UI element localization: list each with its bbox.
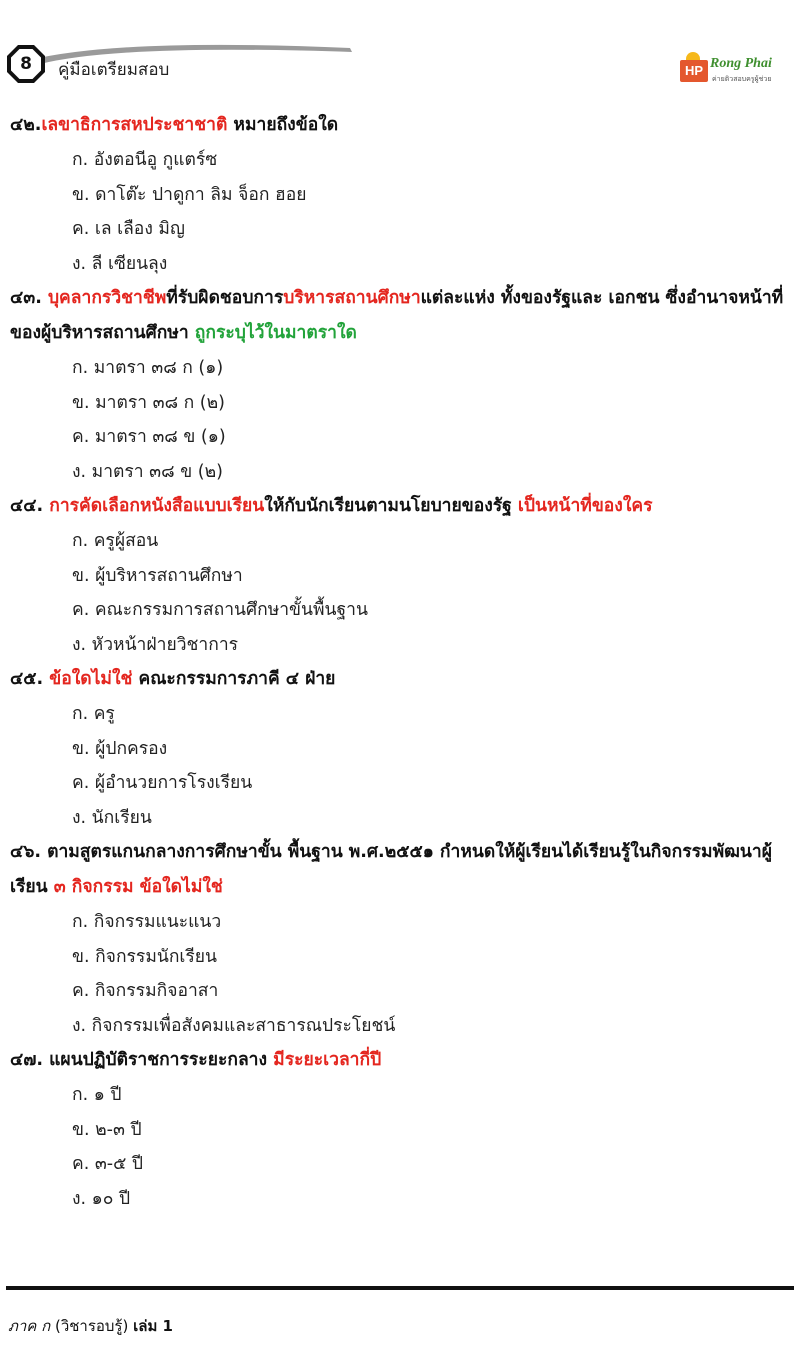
book-title: คู่มือเตรียมสอบ [58, 60, 170, 80]
footer-subject: (วิชารอบรู้) [50, 1317, 134, 1335]
answer-option: ข. ผู้ปกครอง [72, 738, 168, 759]
page-footer [8, 1314, 173, 1338]
logo-subtitle: ค่ายติวสอบครูผู้ช่วย [712, 75, 772, 83]
answer-option: ข. มาตรา ๓๘ ก (๒) [72, 392, 225, 413]
question-number: ๔๔. [10, 496, 44, 516]
answer-option: ข. กิจกรรมนักเรียน [72, 946, 218, 967]
answer-option: ก. มาตรา ๓๘ ก (๑) [72, 358, 224, 378]
question-text: แผนปฏิบัติราชการระยะกลาง [43, 1050, 274, 1070]
footer-divider [6, 1286, 794, 1290]
question-text: บริหารสถานศึกษา [283, 288, 421, 308]
answer-option: ค. ๓-๕ ปี [72, 1154, 144, 1174]
answer-option: ง. มาตรา ๓๘ ข (๒) [72, 461, 223, 482]
question-text: การคัดเลือกหนังสือแบบเรียน [43, 496, 265, 516]
question-list [0, 108, 800, 1216]
answer-option: ง. หัวหน้าฝ่ายวิชาการ [72, 634, 239, 655]
answer-option: ง. ลี เซียนลุง [72, 253, 168, 274]
question-item [10, 662, 790, 697]
question-text: เป็นหน้าที่ของใคร [517, 496, 653, 516]
answer-option: ง. นักเรียน [72, 807, 152, 828]
question-text: มีระยะเวลากี่ปี [273, 1050, 382, 1070]
question-text: เลขาธิการสหประชาชาติ [41, 115, 228, 135]
question-item [10, 108, 790, 143]
question-number: ๔๓. [10, 288, 42, 308]
footer-part: ภาค ก [8, 1317, 51, 1335]
question-text: ข้อใดไม่ใช่ [43, 669, 133, 689]
answer-option: ค. เล เลือง มิญ [72, 219, 185, 239]
answer-option: ค. กิจกรรมกิจอาสา [72, 981, 219, 1001]
answer-option: ค. คณะกรรมการสถานศึกษาขั้นพื้นฐาน [72, 600, 368, 620]
answer-option: ค. ผู้อำนวยการโรงเรียน [72, 773, 253, 793]
question-text: ที่รับผิดชอบการ [166, 288, 284, 308]
question-number: ๔๒. [10, 115, 42, 135]
page-number: 8 [20, 54, 32, 74]
logo-mark: HP [680, 60, 708, 82]
question-item [10, 835, 790, 905]
question-number: ๔๖. [10, 842, 42, 862]
question-number: ๔๕. [10, 669, 44, 689]
question-text: คณะกรรมการภาคี ๔ ฝ่าย [132, 669, 336, 689]
answer-option: ง. ๑๐ ปี [72, 1188, 131, 1209]
question-text: ตามสูตรแกนกลางการศึกษาขั้น พื้นฐาน พ.ศ.๒๕๕๑ กำหนดให้ผู้เรียนได้เรียนรู้ในกิจกรรมพัฒนาผู้เรียน [10, 842, 772, 897]
question-item [10, 281, 790, 351]
logo-name: Rong Phai [710, 56, 772, 71]
answer-option: ก. ครูผู้สอน [72, 531, 159, 551]
answer-option: ก. อังตอนีอู กูแตร์ซ [72, 150, 218, 170]
question-item [10, 1043, 790, 1078]
answer-option: ง. กิจกรรมเพื่อสังคมและสาธารณประโยชน์ [72, 1015, 396, 1036]
publisher-logo [680, 52, 794, 86]
question-text: หมายถึงข้อใด [227, 115, 339, 135]
answer-option: ก. ๑ ปี [72, 1085, 122, 1105]
answer-option: ข. ๒-๓ ปี [72, 1119, 142, 1140]
answer-option: ค. มาตรา ๓๘ ข (๑) [72, 427, 226, 447]
question-text: ให้กับนักเรียนตามนโยบายของรัฐ [264, 496, 518, 516]
question-text: ถูกระบุไว้ในมาตราใด [194, 323, 357, 343]
answer-option: ก. ครู [72, 704, 115, 724]
question-number: ๔๗. [10, 1050, 44, 1070]
question-text: แต่ละแห่ง ทั้งของรัฐและ เอกชน ซึ่งอำนาจหน้าที่ของผู้บริหารสถานศึกษา [10, 288, 784, 343]
question-item [10, 489, 790, 524]
question-text: บุคลากรวิชาชีพ [41, 288, 167, 308]
answer-option: ข. ดาโต๊ะ ปาดูกา ลิม จ็อก ฮอย [72, 184, 307, 205]
answer-option: ก. กิจกรรมแนะแนว [72, 912, 222, 932]
answer-option: ข. ผู้บริหารสถานศึกษา [72, 565, 243, 586]
footer-volume: เล่ม 1 [133, 1317, 173, 1335]
page-header [0, 0, 800, 100]
question-text: ๓ กิจกรรม ข้อใดไม่ใช่ [53, 877, 223, 897]
page-number-badge [6, 44, 46, 84]
